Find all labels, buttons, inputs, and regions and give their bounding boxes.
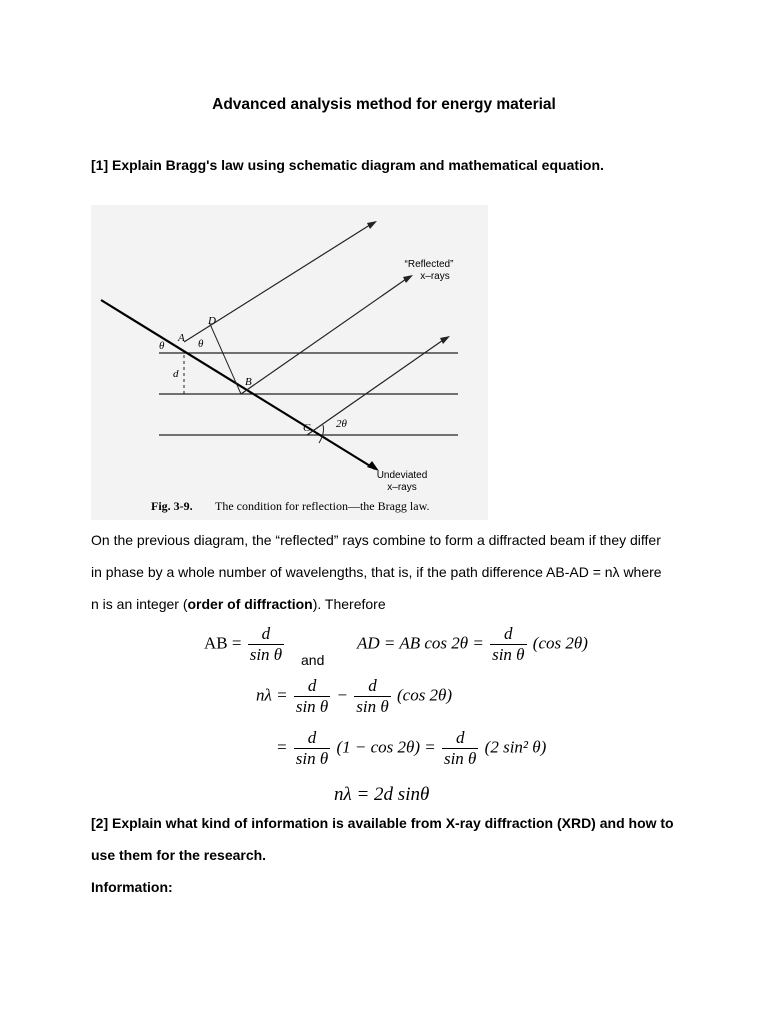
question-2-line-1: [2] Explain what kind of information is available from X-ray diffraction (XRD) and how to <box>91 815 674 831</box>
eq2-numerator: d <box>504 624 513 643</box>
eq4-two-sin-sq: (2 sin² θ) <box>484 737 547 757</box>
paragraph-line-1: On the previous diagram, the “reflected” rays combine to form a diffracted beam if they differ <box>91 532 661 548</box>
equation-nlambda <box>256 676 452 717</box>
bragg-figure <box>91 205 488 520</box>
reflected-arrowhead-a <box>367 221 377 229</box>
reflected-label-line1: “Reflected” <box>404 259 454 270</box>
reflected-arrowhead-c <box>440 336 450 344</box>
d-label: d <box>173 368 179 380</box>
point-a-label: A <box>178 332 185 344</box>
eq3-numerator-1: d <box>307 676 317 695</box>
eq2-denominator: sin θ <box>492 645 525 664</box>
eq4-one-minus-cos: (1 − cos 2θ) = <box>336 737 436 757</box>
page-title: Advanced analysis method for energy material <box>212 96 556 113</box>
undeviated-label-line1: Undeviated <box>376 470 428 481</box>
incident-beam <box>101 300 375 469</box>
eq4-equals: = <box>276 737 288 757</box>
equation-expansion <box>276 728 546 769</box>
question-2-line-2: use them for the research. <box>91 847 267 863</box>
figure-caption-text: The condition for reflection—the Bragg law. <box>215 499 430 513</box>
eq3-minus: − <box>336 685 349 705</box>
eq4-numerator-1: d <box>307 728 317 747</box>
eq4-fraction-2 <box>442 728 478 769</box>
point-b-label: B <box>245 376 252 388</box>
paragraph-line-2: in phase by a whole number of wavelengths, that is, if the path difference AB-AD = nλ where <box>91 564 662 580</box>
eq3-denominator-1: sin θ <box>295 697 329 716</box>
paragraph-line-3-post: ). Therefore <box>312 596 386 612</box>
information-label: Information: <box>91 879 173 895</box>
theta-left-label: θ <box>159 340 165 352</box>
question-1: [1] Explain Bragg's law using schematic diagram and mathematical equation. <box>91 157 604 173</box>
paragraph-line-3-pre: n is an integer ( <box>91 596 188 612</box>
reflected-arrowhead-b <box>403 275 413 283</box>
two-theta-label: 2θ <box>336 418 347 430</box>
eq3-lhs: nλ = <box>256 685 288 705</box>
undeviated-label-line2: x–rays <box>387 482 417 493</box>
equation-ad <box>357 624 588 665</box>
eq2-lhs: AD = AB cos 2θ = <box>357 633 484 653</box>
and-word: and <box>301 652 325 668</box>
eq2-cos-term: (cos 2θ) <box>532 633 588 653</box>
order-of-diffraction-term: order of diffraction <box>187 596 313 612</box>
eq3-cos-term: (cos 2θ) <box>396 685 453 705</box>
eq4-numerator-2: d <box>455 728 465 747</box>
figure-caption-number: Fig. 3-9. <box>151 499 193 513</box>
equation-ab <box>204 624 286 665</box>
eq1-numerator: d <box>261 624 271 643</box>
reflected-label-line2: x–rays <box>420 271 450 282</box>
theta-right-label: θ <box>198 338 204 350</box>
eq2-fraction <box>490 624 526 665</box>
eq1-fraction <box>248 624 284 665</box>
eq4-fraction-1 <box>294 728 330 769</box>
point-c-label: C <box>303 422 311 434</box>
eq3-denominator-2: sin θ <box>356 697 389 716</box>
eq1-lhs: AB = <box>204 633 242 653</box>
eq1-denominator: sin θ <box>249 645 283 664</box>
eq4-denominator-2: sin θ <box>443 749 477 768</box>
paragraph-line-3 <box>91 596 691 612</box>
eq3-fraction-2 <box>354 676 390 717</box>
line-bd <box>210 324 241 394</box>
reflected-ray-b <box>241 277 409 394</box>
eq3-numerator-2: d <box>368 676 377 695</box>
eq4-denominator-1: sin θ <box>295 749 329 768</box>
eq3-fraction-1 <box>294 676 330 717</box>
point-d-label: D <box>208 315 216 327</box>
bragg-equation: nλ = 2d sinθ <box>334 784 430 805</box>
